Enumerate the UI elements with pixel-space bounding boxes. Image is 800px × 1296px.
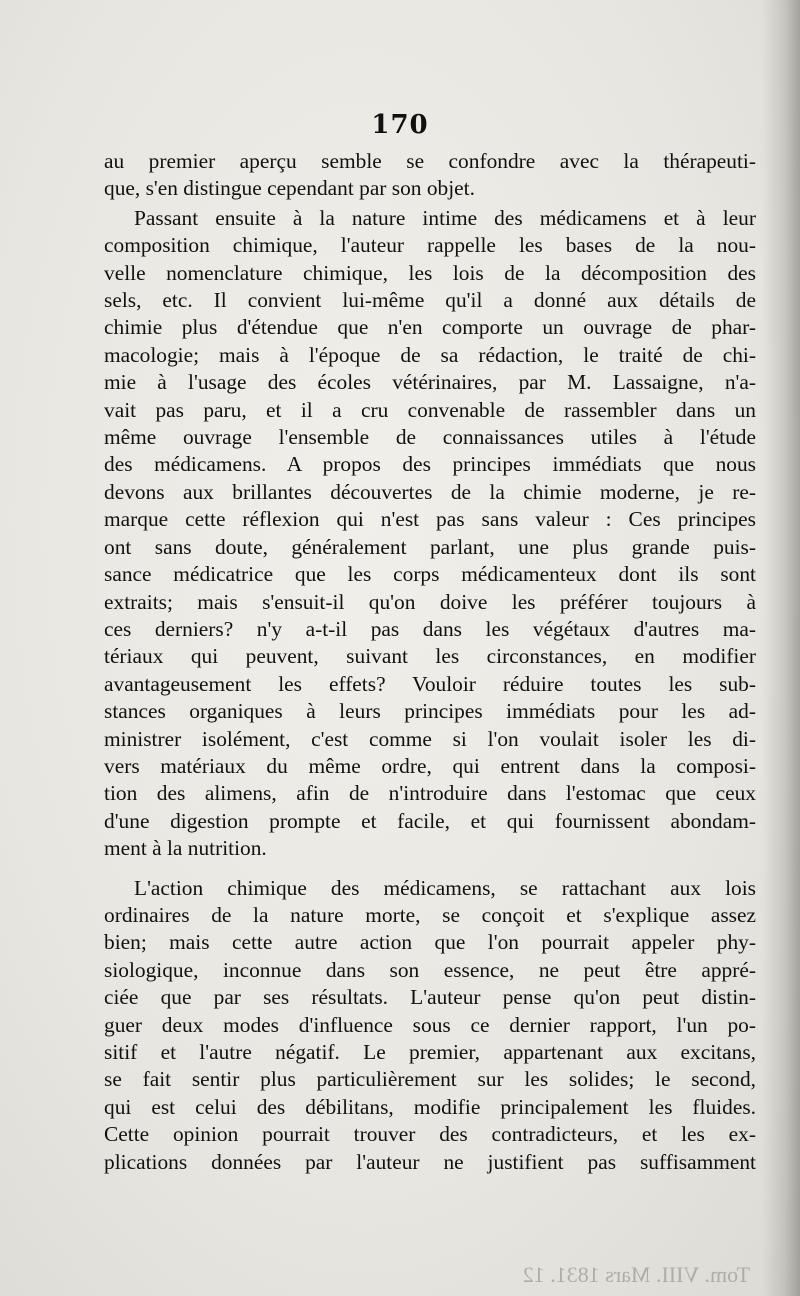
text-line: tériaux qui peuvent, suivant les circonstances, en modifier bbox=[104, 644, 756, 669]
text-line: d'une digestion prompte et facile, et qui fournissent abondam- bbox=[104, 808, 756, 833]
text-line: vait pas paru, et il a cru convenable de rassembler dans un bbox=[104, 397, 756, 422]
text-line: qui est celui des débilitans, modifie principalement les fluides. bbox=[104, 1094, 756, 1119]
text-line: vers matériaux du même ordre, qui entrent dans la composi- bbox=[104, 753, 756, 778]
text-line: L'action chimique des médicamens, se rattachant aux lois bbox=[134, 875, 756, 900]
text-line: Cette opinion pourrait trouver des contradicteurs, et les ex- bbox=[104, 1122, 756, 1147]
text-line: ministrer isolément, c'est comme si l'on voulait isoler les di- bbox=[104, 726, 756, 751]
text-line: même ouvrage l'ensemble de connaissances utiles à l'étude bbox=[104, 425, 756, 450]
paragraph bbox=[104, 875, 756, 1176]
paragraph bbox=[104, 148, 756, 203]
text-line: extraits; mais s'ensuit-il qu'on doive les préférer toujours à bbox=[104, 589, 756, 614]
text-line: guer deux modes d'influence sous ce dernier rapport, l'un po- bbox=[104, 1012, 756, 1037]
text-line: devons aux brillantes découvertes de la chimie moderne, je re- bbox=[104, 479, 756, 504]
text-line: des médicamens. A propos des principes immédiats que nous bbox=[104, 452, 756, 477]
page-number: 170 bbox=[371, 110, 429, 140]
text-line: siologique, inconnue dans son essence, ne peut être appré- bbox=[104, 957, 756, 982]
text-line: velle nomenclature chimique, les lois de la décomposition des bbox=[104, 260, 756, 285]
text-line: chimie plus d'étendue que n'en comporte un ouvrage de phar- bbox=[104, 315, 756, 340]
text-line: macologie; mais à l'époque de sa rédaction, le traité de chi- bbox=[104, 342, 756, 367]
text-line: ces derniers? n'y a-t-il pas dans les végétaux d'autres ma- bbox=[104, 616, 756, 641]
paragraph bbox=[104, 205, 756, 863]
text-line: tion des alimens, afin de n'introduire dans l'estomac que ceux bbox=[104, 781, 756, 806]
text-line: stances organiques à leurs principes immédiats pour les ad- bbox=[104, 699, 756, 724]
show-through-footer: Tom. VIII. Mars 1831. 12 bbox=[522, 1262, 750, 1287]
text-line: sance médicatrice que les corps médicamenteux dont ils sont bbox=[104, 562, 756, 587]
text-line: ont sans doute, généralement parlant, une plus grande puis- bbox=[104, 534, 756, 559]
text-line: bien; mais cette autre action que l'on pourrait appeler phy- bbox=[104, 930, 756, 955]
text-line: sels, etc. Il convient lui-même qu'il a donné aux détails de bbox=[104, 288, 756, 313]
body-text bbox=[104, 148, 756, 1176]
text-line: sitif et l'autre négatif. Le premier, appartenant aux excitans, bbox=[104, 1040, 756, 1064]
text-line: plications données par l'auteur ne justifient pas suffisamment bbox=[104, 1149, 756, 1174]
text-line: ment à la nutrition. bbox=[104, 836, 267, 861]
text-line: Passant ensuite à la nature intime des médicamens et à leur bbox=[134, 205, 756, 230]
text-line: mie à l'usage des écoles vétérinaires, par M. Lassaigne, n'a- bbox=[104, 370, 756, 395]
text-line: au premier aperçu semble se confondre avec la thérapeuti- bbox=[104, 149, 756, 173]
text-line: composition chimique, l'auteur rappelle les bases de la nou- bbox=[104, 233, 756, 258]
text-line: ciée que par ses résultats. L'auteur pense qu'on peut distin- bbox=[104, 985, 756, 1010]
text-line: avantageusement les effets? Vouloir réduire toutes les sub- bbox=[104, 671, 756, 696]
text-line: se fait sentir plus particulièrement sur les solides; le second, bbox=[104, 1067, 756, 1092]
text-line: que, s'en distingue cependant par son objet. bbox=[104, 176, 475, 201]
text-line: ordinaires de la nature morte, se conçoit et s'explique assez bbox=[104, 902, 756, 927]
page-edge-shadow bbox=[762, 0, 800, 1296]
text-line: marque cette réflexion qui n'est pas sans valeur : Ces principes bbox=[104, 507, 756, 532]
